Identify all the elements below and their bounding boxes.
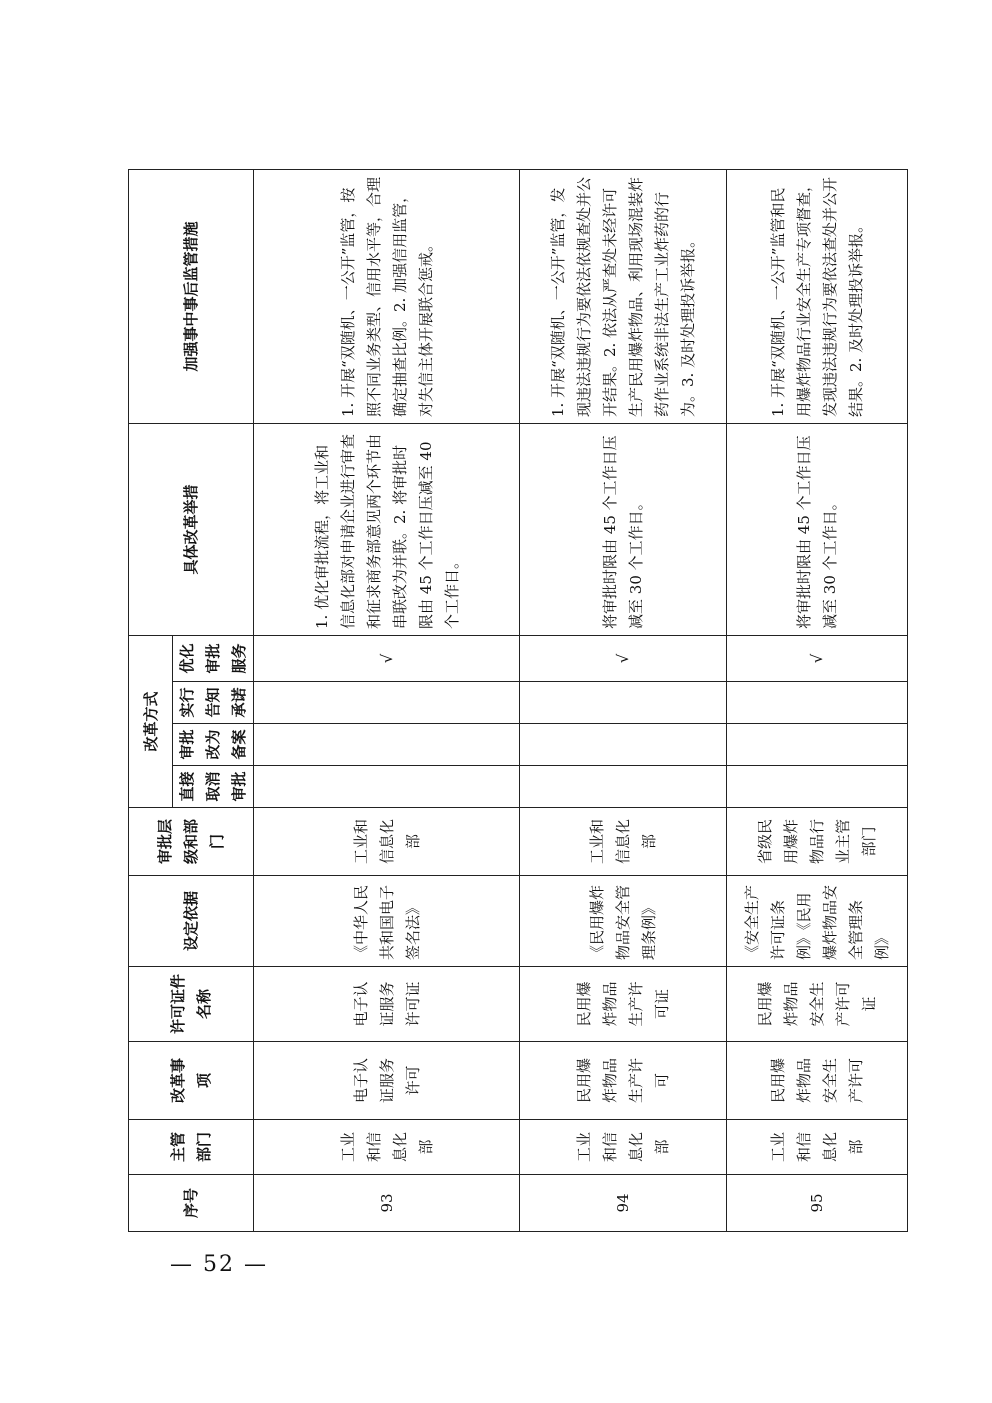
cell-approval-dept: 工业和信息化部 (254, 808, 520, 876)
rotated-table-wrapper (128, 170, 891, 1232)
cell-mode-filing (727, 724, 908, 766)
cell-item: 民用爆炸物品安全生产许可 (727, 1042, 908, 1120)
cell-basis: 《民用爆炸物品安全管理条例》 (520, 876, 727, 967)
cell-mode-filing (254, 724, 520, 766)
cell-mode-optimize: √ (727, 635, 908, 681)
cell-measures: 1. 优化审批流程，将工业和信息化部对申请企业进行审查和征求商务部意见两个环节由串联改为并联。2. 将审批时限由 45 个工作日压减至 40 个工作日。 (254, 423, 520, 635)
cell-dept: 工业和信息化部 (254, 1120, 520, 1175)
page-number: 52 (203, 1252, 235, 1277)
cell-mode-optimize: √ (254, 635, 520, 681)
cell-mode-optimize: √ (520, 635, 727, 681)
cell-supervision: 1. 开展“双随机、一公开”监管和民用爆炸物品行业安全生产专项督查，发现违法违规行为要依法查处并公开结果。2. 及时处理投诉举报。 (727, 169, 908, 423)
cell-seq: 93 (254, 1175, 520, 1232)
header-approval-dept: 审批层级和部门 (129, 808, 254, 876)
cell-basis: 《安全生产许可证条例》《民用爆炸物品安全管理条例》 (727, 876, 908, 967)
header-supervision: 加强事中事后监管措施 (129, 169, 254, 423)
cell-mode-notice (520, 682, 727, 724)
cell-mode-notice (254, 682, 520, 724)
table-row (727, 169, 908, 1231)
cell-license: 民用爆炸物品安全生产许可证 (727, 967, 908, 1042)
cell-basis: 《中华人民共和国电子签名法》 (254, 876, 520, 967)
page-footer (170, 1252, 268, 1277)
footer-dash-left: — (170, 1252, 194, 1277)
cell-supervision: 1. 开展“双随机、一公开”监管，按照不同业务类型、信用水平等，合理确定抽查比例。2. 加强信用监管，对失信主体开展联合惩戒。 (254, 169, 520, 423)
header-license: 许可证件名称 (129, 967, 254, 1042)
cell-license: 民用爆炸物品生产许可证 (520, 967, 727, 1042)
header-mode-filing: 审批改为备案 (173, 724, 254, 766)
cell-seq: 94 (520, 1175, 727, 1232)
cell-mode-filing (520, 724, 727, 766)
cell-approval-dept: 工业和信息化部 (520, 808, 727, 876)
header-item: 改革事项 (129, 1042, 254, 1120)
table-row (254, 169, 520, 1231)
cell-item: 民用爆炸物品生产许可 (520, 1042, 727, 1120)
header-seq: 序号 (129, 1175, 254, 1232)
header-row (129, 169, 173, 1231)
header-mode-notice: 实行告知承诺 (173, 682, 254, 724)
header-mode-cancel: 直接取消审批 (173, 766, 254, 808)
table-row (520, 169, 727, 1231)
header-measures: 具体改革举措 (129, 423, 254, 635)
header-dept: 主管部门 (129, 1120, 254, 1175)
cell-supervision: 1. 开展“双随机、一公开”监管，发现违法违规行为要依法依规查处并公开结果。2. 依法从严查处未经许可生产民用爆炸物品、利用现场混装炸药作业系统非法生产工业炸药的行为。3. 及时处理投诉举报。 (520, 169, 727, 423)
cell-license: 电子认证服务许可证 (254, 967, 520, 1042)
footer-dash-right: — (244, 1252, 268, 1277)
cell-mode-notice (727, 682, 908, 724)
cell-seq: 95 (727, 1175, 908, 1232)
cell-measures: 将审批时限由 45 个工作日压减至 30 个工作日。 (727, 423, 908, 635)
header-basis: 设定依据 (129, 876, 254, 967)
header-mode-optimize: 优化审批服务 (173, 635, 254, 681)
header-reform-mode: 改革方式 (129, 635, 173, 807)
reform-table (128, 169, 908, 1232)
cell-mode-cancel (520, 766, 727, 808)
cell-mode-cancel (727, 766, 908, 808)
cell-measures: 将审批时限由 45 个工作日压减至 30 个工作日。 (520, 423, 727, 635)
cell-mode-cancel (254, 766, 520, 808)
cell-item: 电子认证服务许可 (254, 1042, 520, 1120)
cell-approval-dept: 省级民用爆炸物品行业主管部门 (727, 808, 908, 876)
cell-dept: 工业和信息化部 (520, 1120, 727, 1175)
cell-dept: 工业和信息化部 (727, 1120, 908, 1175)
